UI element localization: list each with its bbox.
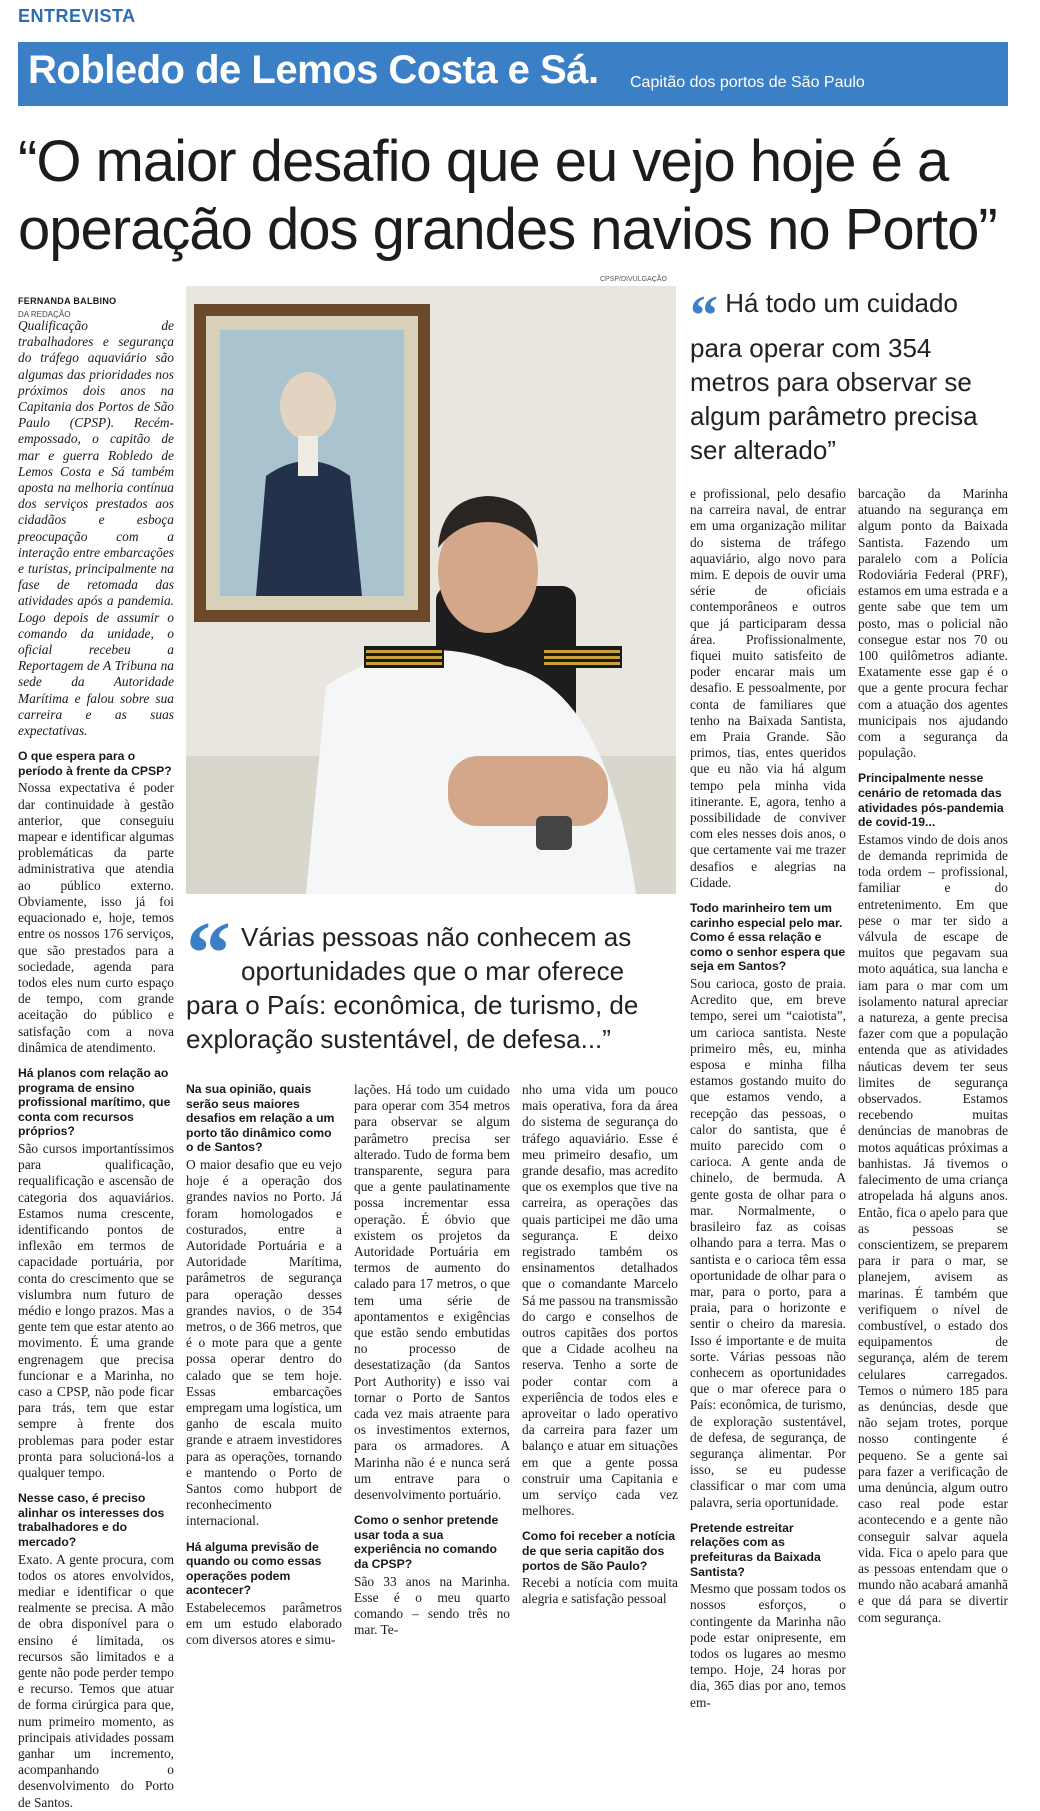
quote-mark-icon: “ <box>690 285 718 347</box>
answer: lações. Há todo um cuidado para operar com 354 metros para observar se algum parâmetro precisa ser alterado. Tudo de forma bem transparente, segura para que a gente paulatinamente possa incrementar essa operação. É óbvio que existem os projetos da Autoridade Portuária em termos de aumento do calado para 17 metros, o que tem uma série de apontamentos e exigências que estão sendo embutidas no processo de desestatização (da Santos Port Authority) e isso vai tornar o Porto de Santos cada vez mais atraente para os investimentos externos, para os armadores. A Marinha não é e nunca será um entrave para o desenvolvimento portuário. <box>354 1082 510 1503</box>
question: Pretende estreitar relações com as prefeituras da Baixada Santista? <box>690 1520 821 1579</box>
interview-photo <box>186 286 676 894</box>
question: Nesse caso, é preciso alinhar os interesses dos trabalhadores e do mercado? <box>18 1491 165 1549</box>
question: Há alguma previsão de quando ou como essas operações podem acontecer? <box>186 1539 322 1598</box>
question: Como foi receber a notícia de que seria capitão dos portos de São Paulo? <box>522 1529 676 1573</box>
answer: e profissional, pelo desafio na carreira naval, de entrar em uma organização militar do sistema de tráfego aquaviário, algo novo para mim. E depois de ouvir uma série de oficiais contemporâneos e outros que já participaram dessa área. Profissionalmente, fiquei muito satisfeito de poder encarar mais um desafio. E pessoalmente, por conta de familiares que tenho na Baixada Santista, em Praia Grande. São primos, tias, entes queridos que eu não via há algum tempo pela minha vida itinerante. E, agora, tenho a possibilidade de conviver com eles nesses dois anos, o que certamente vai me trazer desafios e alegrias na Cidade. <box>690 486 846 890</box>
answer: Nossa expectativa é poder dar continuidade à gestão anterior, que conseguiu mapear e identificar algumas problemáticas da parte administrativa que atendia ao público externo. Obviamente, isso já foi equacionado e, hoje, temos entre os nossos 176 serviços, que são prestados para a sociedade, agenda para todos eles num curto espaço de tempo, com grande aceitação do público e satisfação com a nova dinâmica de atendimento. <box>18 780 174 1055</box>
intro-text: Qualificação de trabalhadores e segurança do tráfego aquaviário são algumas das prioridades nos próximos dois anos na Capitania dos Portos de São Paulo (CPSP). Recém-empossado, o capitão de mar e guerra Robledo de Lemos Costa e Sá também aposta na melhoria contínua dos serviços prestados aos cidadãos e esboça preocupação com a interação entre embarcações e turistas, principalmente na fase de retomada das atividades após a pandemia. Logo depois de assumir o comando da unidade, o oficial recebeu a Reportagem de A Tribuna na sede da Autoridade Marítima e falou sobre sua carreira e as suas expectativas. <box>18 318 174 739</box>
pull-quote-1 <box>690 286 1010 467</box>
pull-quote-2 <box>186 904 666 1056</box>
interviewee-role: Capitão dos portos de São Paulo <box>630 74 865 91</box>
question: Há planos com relação ao programa de ensino profissional marítimo, que conta com recursos próprios? <box>18 1065 171 1139</box>
answer: Estabelecemos parâmetros em um estudo elaborado com diversos atores e simu- <box>186 1600 342 1648</box>
headline: “O maior desafio que eu vejo hoje é a operação dos grandes navios no Porto” <box>18 129 997 262</box>
quote-mark-icon: “ <box>186 904 231 1003</box>
question: Como o senhor pretende usar toda a sua experiência no comando da CPSP? <box>354 1513 499 1572</box>
interviewee-name: Robledo de Lemos Costa e Sá. <box>28 48 599 92</box>
question: Todo marinheiro tem um carinho especial pelo mar. Como é essa relação e como o senhor espera que seja em Santos? <box>690 901 846 974</box>
answer: Recebi a notícia com muita alegria e satisfação pessoal <box>522 1575 678 1607</box>
byline-dept: DA REDAÇÃO <box>18 310 71 319</box>
column-5 <box>690 486 846 1711</box>
column-1 <box>18 318 174 1811</box>
answer: O maior desafio que eu vejo hoje é a operação dos grandes navios no Porto. Já foram homologados e costurados, entre a Autoridade Portuária e a Autoridade Marítima, parâmetros de segurança para operação desses grandes navios, o de 354 metros, o de 366 metros, que é o mote para que a gente possa operar dentro do calado que se tem hoje. Essas embarcações empregam uma logística, um ganho de escala muito grande e atraem investidores para as operações, tornando e mantendo o Porto de Santos como hubport de reconhecimento internacional. <box>186 1156 342 1529</box>
column-6 <box>858 486 1008 1626</box>
column-3 <box>354 1082 510 1638</box>
question: O que espera para o período à frente da CPSP? <box>18 749 172 778</box>
pull-quote-text: Várias pessoas não conhecem as oportunidades que o mar oferece para o País: econômica, de turismo, de exploração sustentável, de defesa...” <box>186 922 639 1054</box>
question: Principalmente nesse cenário de retomada das atividades pós-pandemia de covid-19... <box>858 771 1004 830</box>
answer: Exato. A gente procura, com todos os atores envolvidos, mediar e identificar o que realmente se precisa. A mão de obra disponível para o ensino é limitada, os recursos são limitados e a gente não pode perder tempo e recurso. Temos que atuar de forma cirúrgica para que, num primeiro momento, as principais atividades possam ganhar um incremento, acompanhando o desenvolvimento do Porto de Santos. <box>18 1551 174 1810</box>
answer: Sou carioca, gosto de praia. Acredito que, em breve tempo, serei um “caiotista”, um carioca santista. Neste primeiro mês, eu, minha esposa e minha filha estamos gostando muito do que estamos vendo, a recepção das pessoas, o calor do santista, que é muito parecido com o carioca. A gente anda de chinelo, de bermuda. A gente gosta de olhar para o mar. Normalmente, o brasileiro faz as coisas olhando para a terra. Mas o santista e o carioca têm essa oportunidade de olhar para o mar, para o porto, para a praia, para o horizonte e sentir o cheiro da maresia. Isso é importante e de muita sorte. Várias pessoas não conhecem as oportunidades que o mar oferece para o País: econômica, de turismo, de exploração sustentável, de defesa, de segurança, de segurança alimentar. Por isso, se eu pudesse classificar o mar com uma palavra, seria oportunidade. <box>690 976 846 1510</box>
officer-portrait-illustration <box>186 286 676 894</box>
name-banner <box>18 42 1008 106</box>
answer: nho uma vida um pouco mais operativa, fora da área do sistema de segurança do tráfego aquaviário. Esse é meu primeiro desafio, um grande desafio, mas acredito que os exemplos que tive na carreira, as operações das quais participei me dão uma segurança. E deixo registrado também os ensinamentos detalhados que o comandante Marcelo Sá me passou na transmissão do cargo e conselhos de outros capitães dos portos que a Cidade acolheu na reserva. Tenho a sorte de poder contar com a experiência de todos eles e aproveitar o lado operativo da carreira para fazer um balanço e atuar em situações em que a gente possa construir uma Capitania e um serviço cada vez melhores. <box>522 1082 678 1519</box>
column-2 <box>186 1082 342 1649</box>
answer: barcação da Marinha atuando na segurança em algum ponto da Baixada Santista. Fazendo um paralelo com a Polícia Rodoviária Federal (PRF), estamos em uma estrada e a gente sabe que tem um posto, mas o policial não consegue estar nos 70 ou 100 quilômetros adiante. Exatamente esse gap é o que a gente procura fechar com a atuação dos agentes municipais nos ajudando com a segurança da população. <box>858 486 1008 761</box>
byline-author: FERNANDA BALBINO <box>18 296 117 306</box>
section-label: ENTREVISTA <box>18 6 136 26</box>
pull-quote-text: Há todo um cuidado para operar com 354 metros para observar se algum parâmetro precisa ser alterado” <box>690 288 978 465</box>
answer: Mesmo que possam todos os nossos esforços, o contingente da Marinha não pode estar onipresente, em todos os lugares ao mesmo tempo. Hoje, 24 horas por dia, 365 dias por ano, temos em- <box>690 1581 846 1710</box>
answer: São cursos importantíssimos para qualificação, requalificação e ascensão de categoria dos aquaviários. Estamos numa crescente, identificando pontos de inflexão em termos de capacidade portuária, por conta do crescimento que se vislumbra num futuro de médio e longo prazos. Mas a gente tem que estar atento ao movimento. É uma grande engrenagem que precisa funcionar e a Marinha, no caso a CPSP, não pode ficar para trás, tem que estar sempre à frente dos problemas para poder estar pronta para solucioná-los a qualquer tempo. <box>18 1140 174 1480</box>
answer: São 33 anos na Marinha. Esse é o meu quarto comando – sendo três no mar. Te- <box>354 1573 510 1638</box>
photo-credit: CPSP/DIVULGAÇÃO <box>600 276 667 283</box>
answer: Estamos vindo de dois anos de demanda reprimida de toda ordem – profissional, familiar e do entretenimento. Em que pese o mar ter sido a válvula de escape de muitos que pegavam sua moto aquática, sua lancha e iam para o mar com um isolamento natural apreciar a natureza, a gente precisa fazer com que a população entenda que as atividades náuticas devem ter seus limites de segurança observados. Estamos recebendo muitas denúncias de manobras de motos aquáticas próximas a banhistas. Já tivemos o falecimento de uma criança atropelada há alguns anos. Então, fica o apelo para que as pessoas se conscientizem, se preparem para ir para o mar, se planejem, avisem as marinas. É também que verifiquem o nível de combustível, o estado dos equipamentos de segurança, além de terem celulares carregados. Temos o número 185 para as denúncias, desde que não sejam trotes, porque nosso contingente é pequeno. Se a gente sai para fazer a verificação de uma denúncia, algum outro caso real pode estar acontecendo e a gente não conseguir salvar aquela vida. Fica o apelo para que as pessoas entendam que o mundo não acabará amanhã e que dá para se divertir com segurança. <box>858 831 1008 1625</box>
question: Na sua opinião, quais serão seus maiores desafios em relação a um porto tão dinâmico como o de Santos? <box>186 1082 335 1155</box>
column-4 <box>522 1082 678 1608</box>
